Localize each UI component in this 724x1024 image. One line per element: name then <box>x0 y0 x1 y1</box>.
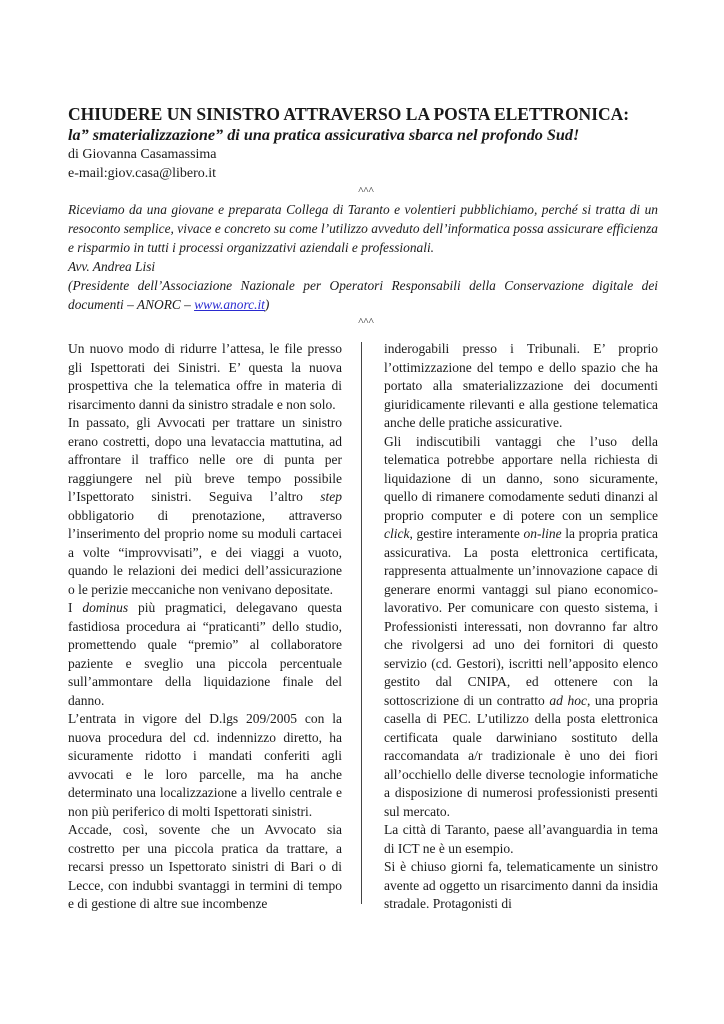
left-column <box>68 340 342 914</box>
author-email: e-mail:giov.casa@libero.it <box>68 166 217 181</box>
left-paragraph-3: I dominus più pragmatici, delegavano questa fastidiosa procedura ai “praticanti” dello studio, promettendo quale “premio” al collaboratore paziente e sveglio una piccola percentuale sull’ammontare della liquidazione finale del danno. <box>68 600 343 708</box>
emphasis-online: on-line <box>523 526 562 541</box>
right-paragraph-4: Si è chiuso giorni fa, telematicamente un sinistro avente ad oggetto un risarcimento danni da insidia stradale. Protagonisti di <box>384 859 658 911</box>
separator-bottom: ^^^ <box>358 316 374 328</box>
left-paragraph-4: L’entrata in vigore del D.lgs 209/2005 con la nuova procedura del cd. indennizzo diretto, ha sicuramente ridotto i mandati conferiti agli avvocati e le loro parcelle, ma ha anche determinato una localizzazione a livello centrale e non più periferico di molti Ispettorati sinistri. <box>68 711 342 819</box>
left-paragraph-5: Accade, così, sovente che un Avvocato sia costretto per una piccola pratica da trattare, a recarsi presso un Ispettorato sinistri di Bari o di Lecce, con indubbi svantaggi in termini di tempo e di gestione di altre sue incombenze <box>68 822 342 911</box>
editor-intro <box>68 200 658 314</box>
right-paragraph-1: inderogabili presso i Tribunali. E’ proprio l’ottimizzazione del tempo e dello spazio che ha portato alla smaterializzazione dei documenti giuridicamente rilevanti e alla gestione telematica anche delle pratiche assicurative. <box>384 341 658 430</box>
intro-role-prefix: (Presidente dell’Associazione Nazionale per Operatori Responsabili della Conservazione digitale dei documenti – ANORC – <box>68 278 658 312</box>
anorc-link[interactable]: www.anorc.it <box>194 297 265 312</box>
intro-role-suffix: ) <box>264 297 270 312</box>
column-divider <box>361 342 362 904</box>
intro-text: Riceviamo da una giovane e preparata Collega di Taranto e volentieri pubblichiamo, perché si tratta di un resoconto semplice, vivace e concreto su come l’utilizzo avveduto dell’informatica possa assicurare efficienza e risparmio in tutti i processi organizzativi aziendali e professionali. <box>68 202 658 255</box>
right-column <box>384 340 658 914</box>
intro-role <box>68 276 658 314</box>
author-line: di Giovanna Casamassima <box>68 147 217 162</box>
left-paragraph-2: In passato, gli Avvocati per trattare un sinistro erano costretti, dopo una levataccia mattutina, ad affrontare il traffico nelle ore di punta per raggiungere nel più breve tempo possibile l’Ispettorato sinistri. Seguiva l’altro step obbligatorio di prenotazione, attraverso l’inserimento del proprio nome su moduli cartacei a volte “improvvisati”, e dei viaggi a vuoto, quando le relazioni dei medici dell’assicurazione o le perizie meccaniche non venivano depositate. <box>68 415 342 597</box>
article-subtitle: la” smaterializzazione” di una pratica assicurativa sbarca nel profondo Sud! <box>68 126 580 144</box>
left-paragraph-1: Un nuovo modo di ridurre l’attesa, le file presso gli Ispettorati dei Sinistri. E’ questa la nuova prospettiva che la telematica offre in materia di risarcimento danni da sinistro stradale e non solo. <box>68 341 342 412</box>
emphasis-dominus: dominus <box>82 600 129 615</box>
article-title: CHIUDERE UN SINISTRO ATTRAVERSO LA POSTA ELETTRONICA: <box>68 104 630 124</box>
emphasis-click: click <box>384 526 410 541</box>
intro-signer: Avv. Andrea Lisi <box>68 259 156 274</box>
emphasis-step: step <box>320 489 342 504</box>
right-paragraph-2: Gli indiscutibili vantaggi che l’uso della telematica potrebbe apportare nella richiesta di liquidazione di un danno, sono sicuramente, quello di rimanere comodamente seduti dinanzi al proprio computer e di potere con un semplice click, gestire interamente on-line la propria pratica assicurativa. La posta elettronica certificata, rappresenta attualmente un’innovazione capace di generare enormi vantaggi sul piano economico-lavorativo. Per comunicare con questo sistema, i Professionisti interessati, non dovranno far altro che rivolgersi ad uno dei fornitori di questo servizio (cd. Gestori), iscritti nell’apposito elenco gestito dal CNIPA, ed ottenere con la sottoscrizione di un contratto ad hoc, una propria casella di PEC. L’utilizzo della posta elettronica certificata quale darwiniano sostituto della raccomandata a/r tradizionale è uno dei fiori all’occhiello delle diverse tecnologie informatiche a disposizione di numerosi professionisti presenti sul mercato. <box>384 433 659 819</box>
separator-top: ^^^ <box>358 185 374 197</box>
right-paragraph-3: La città di Taranto, paese all’avanguardia in tema di ICT ne è un esempio. <box>384 822 658 856</box>
emphasis-ad-hoc: ad hoc <box>549 692 587 708</box>
article-header <box>68 103 658 331</box>
